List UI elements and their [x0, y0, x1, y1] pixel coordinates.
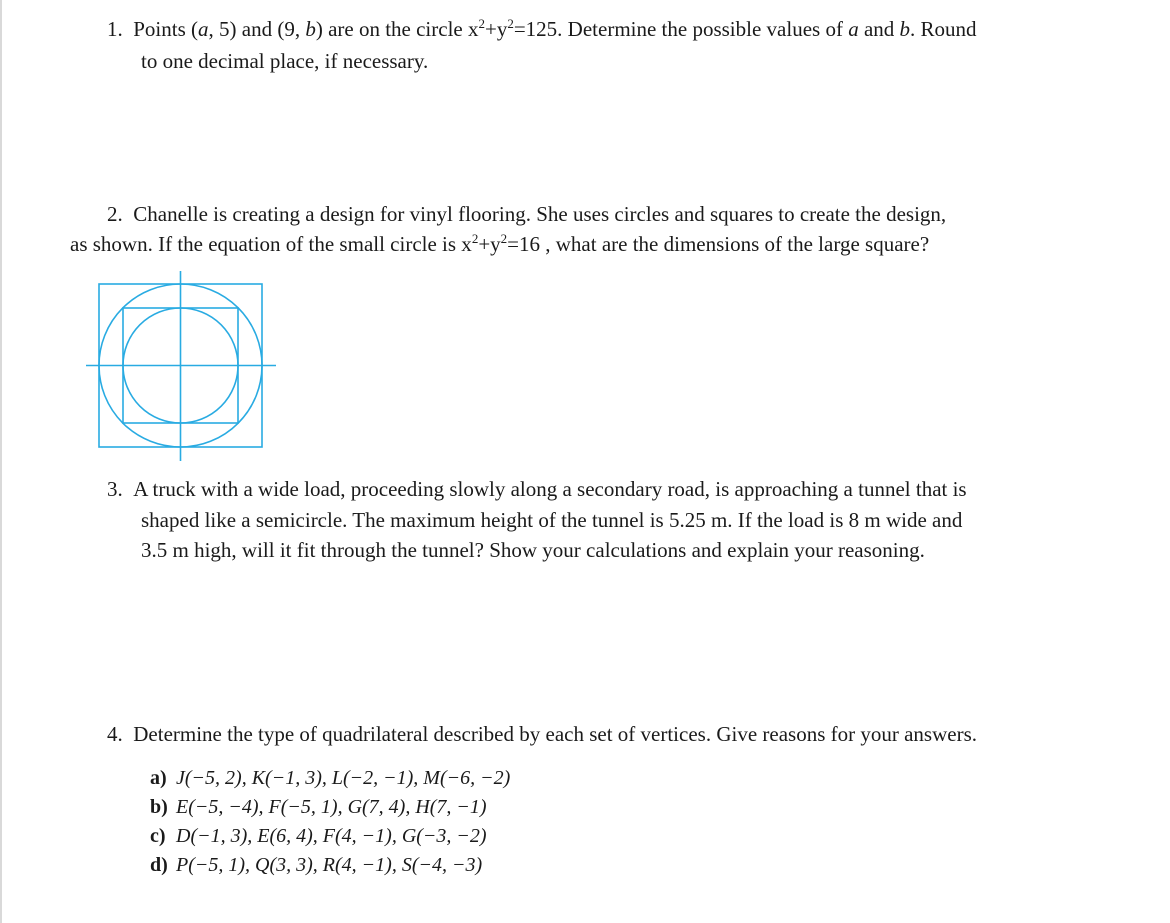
circles-squares-design-icon: [86, 271, 278, 463]
question-3-line-3: 3.5 m high, will it fit through the tunnel? Show your calculations and explain your reasoning.: [141, 538, 925, 562]
question-2-number: 2.: [107, 202, 123, 226]
part-b-letter: b): [150, 796, 168, 818]
q2-exp-1: 2: [471, 231, 479, 246]
q1-text-g: . Round: [910, 17, 977, 41]
question-4-part-c: [150, 823, 487, 849]
question-3-line-2: shaped like a semicircle. The maximum height of the tunnel is 5.25 m. If the load is 8 m wide and: [141, 508, 963, 532]
q2-text-line1: Chanelle is creating a design for vinyl flooring. She uses circles and squares to create the design,: [133, 202, 947, 226]
q2-text-b: +y: [478, 232, 501, 256]
q1-var-a2: a: [848, 17, 859, 41]
q2-text-a: as shown. If the equation of the small circle is x: [70, 232, 472, 256]
question-1-line-2: to one decimal place, if necessary.: [141, 49, 429, 73]
page-left-border: [0, 0, 2, 923]
question-2-line-2: [70, 231, 929, 257]
question-4-line-1: [107, 721, 977, 747]
question-4-part-a: [150, 765, 510, 791]
q1-var-a: a: [198, 17, 209, 41]
question-4-number: 4.: [107, 722, 123, 746]
part-c-letter: c): [150, 825, 166, 847]
question-1-number: 1.: [107, 17, 123, 41]
question-3-number: 3.: [107, 477, 123, 501]
q1-text-b: , 5) and (9,: [208, 17, 306, 41]
circles-squares-figure: [86, 271, 278, 468]
q2-exp-2: 2: [500, 231, 508, 246]
part-c-text: D(−1, 3), E(6, 4), F(4, −1), G(−3, −2): [176, 825, 487, 847]
question-4-part-d: [150, 852, 482, 878]
question-1-line-1: [107, 16, 977, 42]
part-a-text: J(−5, 2), K(−1, 3), L(−2, −1), M(−6, −2): [176, 767, 511, 789]
q1-var-b2: b: [899, 17, 911, 41]
q1-text-d: +y: [485, 17, 508, 41]
question-2-line-1: [107, 201, 946, 227]
part-a-letter: a): [150, 767, 167, 789]
q1-text-c: ) are on the circle x: [315, 17, 479, 41]
q1-text-a: Points (: [133, 17, 199, 41]
part-d-text: P(−5, 1), Q(3, 3), R(4, −1), S(−4, −3): [176, 854, 483, 876]
part-b-text: E(−5, −4), F(−5, 1), G(7, 4), H(7, −1): [176, 796, 487, 818]
q1-exp-2: 2: [507, 16, 514, 31]
part-d-letter: d): [150, 854, 168, 876]
q1-exp-1: 2: [478, 16, 485, 31]
q1-var-b: b: [305, 17, 316, 41]
q1-text-e: =125. Determine the possible values of: [513, 17, 849, 41]
question-3-line-1: [107, 476, 967, 502]
q3-text-line1: A truck with a wide load, proceeding slowly along a secondary road, is approaching a tunnel that is: [133, 477, 967, 501]
question-4-part-b: [150, 794, 487, 820]
q1-text-f: and: [858, 17, 900, 41]
q4-text-line1: Determine the type of quadrilateral described by each set of vertices. Give reasons for your answers.: [133, 722, 978, 746]
q2-text-c: =16 , what are the dimensions of the large square?: [507, 232, 930, 256]
